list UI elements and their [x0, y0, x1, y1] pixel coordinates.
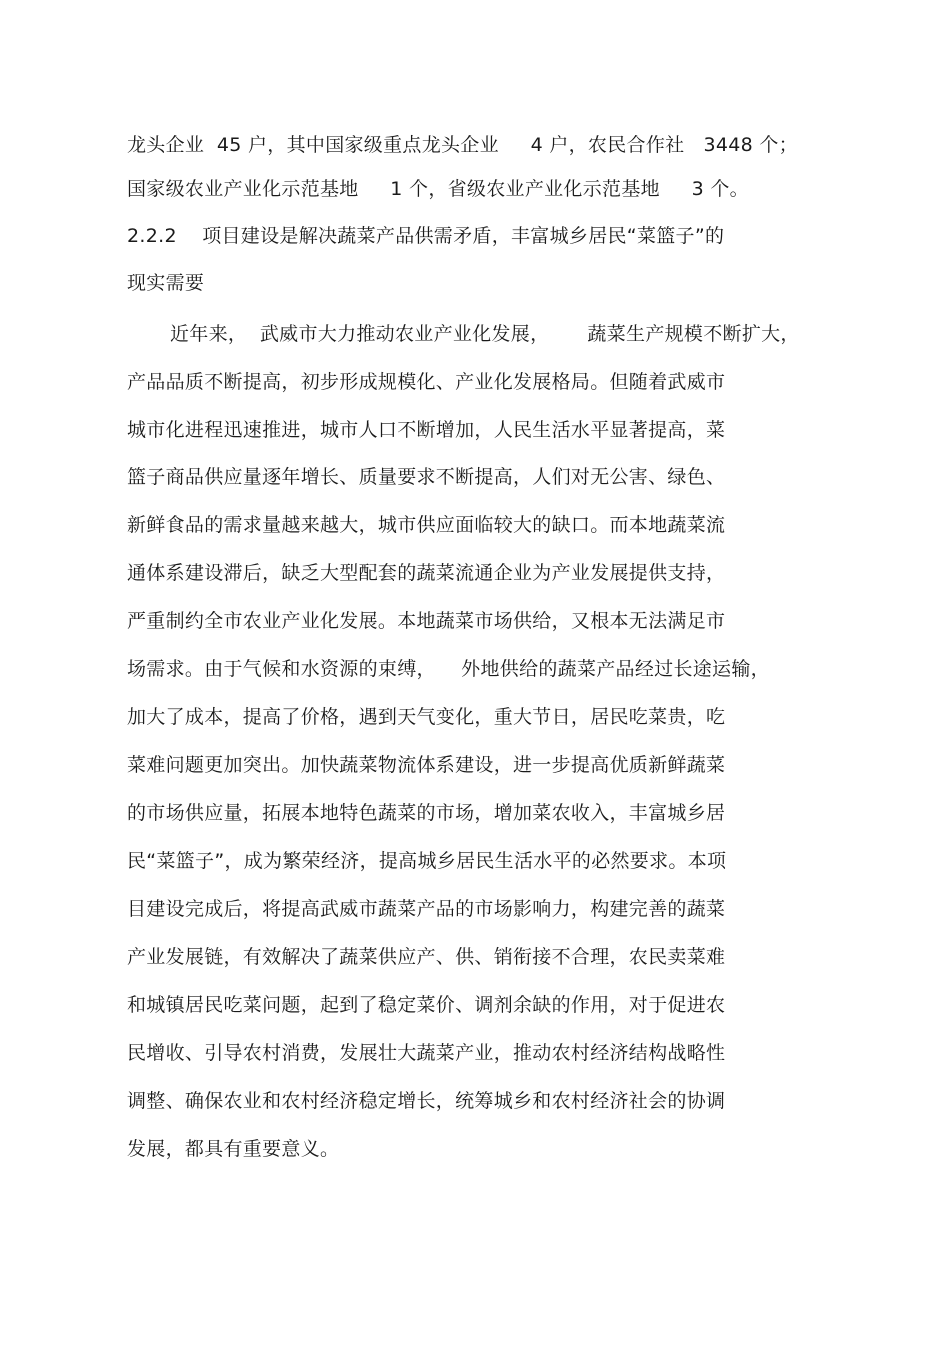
text-line: 产业发展链，有效解决了蔬菜供应产、供、销衔接不合理，农民卖菜难 [127, 946, 726, 968]
text-line: 调整、确保农业和农村经济稳定增长，统筹城乡和农村经济社会的协调 [127, 1090, 726, 1112]
text-line: 严重制约全市农业产业化发展。本地蔬菜市场供给，又根本无法满足市 [127, 610, 726, 632]
text-line: 和城镇居民吃菜问题，起到了稳定菜价、调剂余缺的作用，对于促进农 [127, 994, 726, 1016]
text-line: 民增收、引导农村消费，发展壮大蔬菜产业，推动农村经济结构战略性 [127, 1042, 726, 1064]
text-line: 的市场供应量，拓展本地特色蔬菜的市场，增加菜农收入，丰富城乡居 [127, 802, 726, 824]
paragraph-first-line: 近年来， 武威市大力推动农业产业化发展， 蔬菜生产规模不断扩大， [170, 323, 800, 345]
text-line: 民“菜篮子”，成为繁荣经济，提高城乡居民生活水平的必然要求。本项 [127, 850, 727, 872]
text-line: 龙头企业 45 户，其中国家级重点龙头企业 4 户，农民合作社 3448 个； [127, 134, 798, 156]
text-line: 通体系建设滞后，缺乏大型配套的蔬菜流通企业为产业发展提供支持， [127, 562, 726, 584]
text-line: 加大了成本，提高了价格，遇到天气变化，重大节日，居民吃菜贵，吃 [127, 706, 726, 728]
text-line: 产品品质不断提高，初步形成规模化、产业化发展格局。但随着武威市 [127, 371, 726, 393]
text-line: 新鲜食品的需求量越来越大，城市供应面临较大的缺口。而本地蔬菜流 [127, 514, 726, 536]
paragraph-last-line: 发展，都具有重要意义。 [127, 1138, 340, 1160]
section-heading-2-2-2: 2.2.2 项目建设是解决蔬菜产品供需矛盾，丰富城乡居民“菜篮子”的 [127, 225, 725, 247]
text-line: 国家级农业产业化示范基地 1 个，省级农业产业化示范基地 3 个。 [127, 178, 749, 200]
text-line: 目建设完成后，将提高武威市蔬菜产品的市场影响力，构建完善的蔬菜 [127, 898, 726, 920]
section-heading-continuation: 现实需要 [127, 272, 205, 294]
text-line: 菜难问题更加突出。加快蔬菜物流体系建设，进一步提高优质新鲜蔬菜 [127, 754, 726, 776]
text-line: 场需求。由于气候和水资源的束缚， 外地供给的蔬菜产品经过长途运输， [127, 658, 770, 680]
text-line: 城市化进程迅速推进，城市人口不断增加，人民生活水平显著提高，菜 [127, 419, 726, 441]
text-line: 篮子商品供应量逐年增长、质量要求不断提高，人们对无公害、绿色、 [127, 466, 726, 488]
